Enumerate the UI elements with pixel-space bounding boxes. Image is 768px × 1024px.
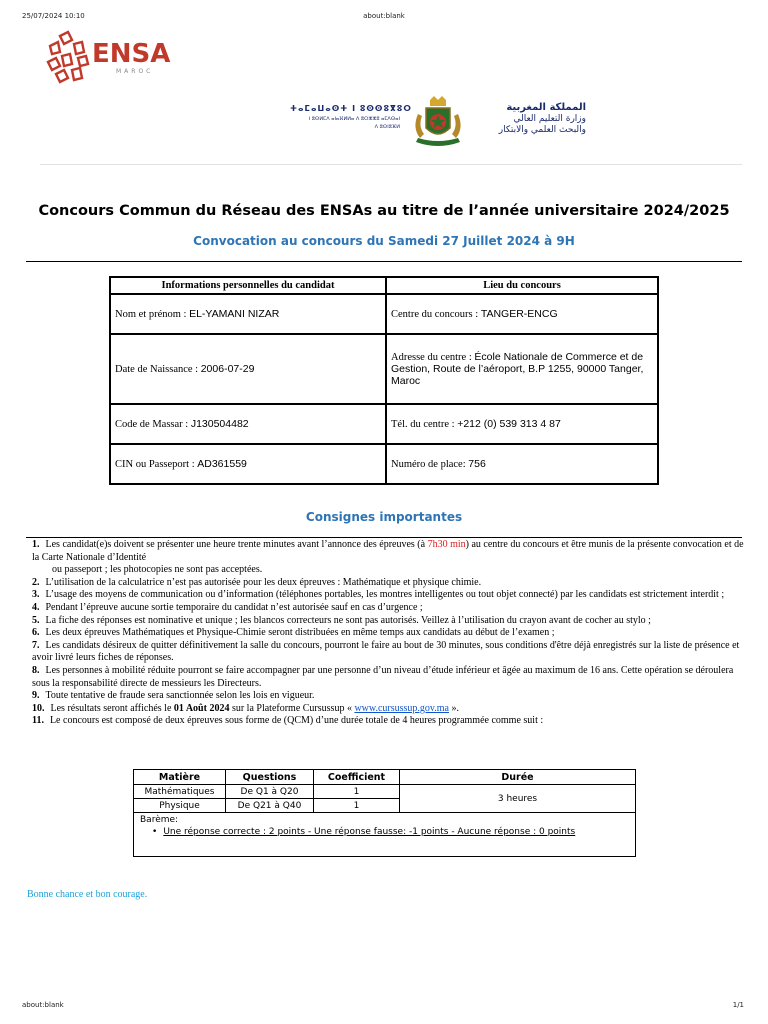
ensa-logo-subtext: MAROC bbox=[116, 68, 154, 75]
cin-label: CIN ou Passeport : bbox=[115, 459, 198, 470]
seat-cell bbox=[386, 444, 658, 484]
rule-number: 6. bbox=[32, 627, 40, 639]
exam-coefficient: 1 bbox=[314, 785, 400, 799]
birthdate-value: 2006-07-29 bbox=[200, 363, 255, 375]
consignes-divider bbox=[26, 537, 742, 538]
info-table-header bbox=[110, 277, 658, 294]
exam-matiere: Mathématiques bbox=[134, 785, 226, 799]
massar-cell bbox=[110, 404, 386, 444]
arabic-line-3: والبحث العلمي والابتكار bbox=[498, 125, 586, 135]
phone-value: +212 (0) 539 313 4 87 bbox=[457, 418, 561, 430]
tifinagh-line-2: ⵏ ⵓⵙⵍⵎⴷ ⴰⵏⴰⴼⵍⵍⴰ ⴷ ⵓⵔⵣⵣⵓ ⴰⵎⴷⵙⴰⵏ bbox=[308, 116, 400, 122]
seat-label: Numéro de place: bbox=[391, 459, 469, 470]
rule-item bbox=[32, 703, 744, 716]
rule-item bbox=[32, 539, 744, 577]
cin-cell bbox=[110, 444, 386, 484]
rule-text: Les candidats désireux de quitter définitivement la salle du concours, pourront le faire au bout de 30 minutes, sous conditions d'être déjà enregistrés sur la liste de présence et avoir livré leurs fiches de réponses. bbox=[32, 639, 740, 664]
rule-item bbox=[32, 602, 744, 615]
rule-number: 5. bbox=[32, 614, 40, 626]
rule-item bbox=[32, 715, 744, 728]
rule-text: sur la Plateforme Cursussup « bbox=[229, 702, 355, 714]
exam-row bbox=[134, 785, 636, 799]
info-header-location: Lieu du concours bbox=[386, 277, 658, 294]
center-value: TANGER-ENCG bbox=[480, 308, 558, 320]
print-header bbox=[0, 12, 768, 24]
massar-value: J130504482 bbox=[190, 418, 249, 430]
center-cell bbox=[386, 294, 658, 334]
rule-item bbox=[32, 589, 744, 602]
ensa-logo-mark bbox=[44, 30, 92, 90]
bareme-cell bbox=[134, 813, 636, 857]
rule-number: 10. bbox=[32, 702, 45, 714]
exam-table-header bbox=[134, 770, 636, 785]
exam-header-matiere: Matière bbox=[134, 770, 226, 785]
rule-number: 4. bbox=[32, 601, 40, 613]
name-label: Nom et prénom : bbox=[115, 309, 190, 320]
cin-value: AD361559 bbox=[197, 458, 247, 470]
rule-text: ou passeport ; les photocopies ne sont pas acceptées. bbox=[52, 564, 263, 576]
exam-header-questions: Questions bbox=[226, 770, 314, 785]
bareme-label: Barème: bbox=[140, 815, 179, 825]
exam-duree: 3 heures bbox=[400, 785, 636, 813]
address-cell bbox=[386, 334, 658, 404]
address-value: École Nationale de Commerce et de Gestion, Route de l’aéroport, B.P 1255, 90000 Tanger, Maroc bbox=[391, 351, 644, 387]
address-label: Adresse du centre : bbox=[391, 352, 475, 363]
document-title: Concours Commun du Réseau des ENSAs au titre de l’année universitaire 2024/2025 bbox=[38, 203, 730, 219]
rule-item bbox=[32, 665, 744, 690]
rule-number: 11. bbox=[32, 715, 44, 727]
rule-item bbox=[32, 640, 744, 665]
page-number: 1/1 bbox=[732, 1001, 744, 1009]
birthdate-cell bbox=[110, 334, 386, 404]
coat-of-arms-icon bbox=[408, 94, 468, 150]
rule-text: Les personnes à mobilité réduite pourront se faire accompagner par une personne d’un niveau d’étude inférieur et âgée au maximum de 16 ans. Cette opération se déroulera sous la responsabilité directe de messieurs les Directeurs. bbox=[32, 664, 734, 689]
exam-header-coefficient: Coefficient bbox=[314, 770, 400, 785]
birthdate-label: Date de Naissance : bbox=[115, 364, 201, 375]
consignes-title: Consignes importantes bbox=[305, 510, 463, 524]
phone-cell bbox=[386, 404, 658, 444]
rule-text: ) au centre du concours et être munis de la présente convocation et de la Carte Nationale d’Identité bbox=[32, 539, 744, 563]
ministry-tifinagh bbox=[290, 104, 412, 130]
center-label: Centre du concours : bbox=[391, 309, 481, 320]
exam-questions: De Q1 à Q20 bbox=[226, 785, 314, 799]
rule-text: Les deux épreuves Mathématiques et Physique-Chimie seront distribuées en même temps aux candidats au début de l’examen ; bbox=[45, 627, 555, 639]
header-divider bbox=[40, 164, 742, 165]
rule-text: ». bbox=[448, 702, 459, 714]
ministry-logo bbox=[290, 94, 590, 150]
results-date: 01 Août 2024 bbox=[173, 702, 230, 714]
rule-text: L’usage des moyens de communication ou d’information (téléphones portables, les montres intelligentes ou tout objet connecté) par les candidats est strictement interdit ; bbox=[45, 589, 725, 601]
exam-table bbox=[133, 769, 636, 857]
bareme-row bbox=[134, 813, 636, 857]
print-footer-url: about:blank bbox=[22, 1001, 64, 1009]
exam-questions: De Q21 à Q40 bbox=[226, 799, 314, 813]
info-row bbox=[110, 444, 658, 484]
closing-message: Bonne chance et bon courage. bbox=[27, 889, 148, 900]
info-row bbox=[110, 334, 658, 404]
print-header-url: about:blank bbox=[363, 12, 405, 20]
rule-text: Les candidat(e)s doivent se présenter une heure trente minutes avant l’annonce des épreuves (à bbox=[45, 539, 428, 550]
title-divider bbox=[26, 261, 742, 262]
rule-text: Le concours est composé de deux épreuves sous forme de (QCM) d’une durée totale de 4 heures programmée comme suit : bbox=[49, 715, 544, 727]
rule-item bbox=[32, 690, 744, 703]
rule-number: 3. bbox=[32, 589, 40, 601]
rule-number: 7. bbox=[32, 639, 40, 651]
ensa-logo bbox=[44, 26, 171, 90]
rule-item bbox=[32, 577, 744, 590]
exam-header-duree: Durée bbox=[400, 770, 636, 785]
rule-highlight: 7h30 min bbox=[427, 539, 466, 550]
exam-matiere: Physique bbox=[134, 799, 226, 813]
rule-text: La fiche des réponses est nominative et unique ; les blancos correcteurs ne sont pas autorisés. Veillez à l’utilisation du crayon avant de cocher au stylo ; bbox=[45, 614, 651, 626]
rule-number: 1. bbox=[32, 539, 40, 550]
seat-value: 756 bbox=[468, 458, 486, 470]
rule-item bbox=[32, 615, 744, 628]
document-subtitle: Convocation au concours du Samedi 27 Juillet 2024 à 9H bbox=[193, 234, 575, 248]
name-cell bbox=[110, 294, 386, 334]
rule-number: 2. bbox=[32, 576, 40, 588]
info-row bbox=[110, 404, 658, 444]
ministry-arabic bbox=[476, 102, 586, 135]
info-row bbox=[110, 294, 658, 334]
info-header-candidate: Informations personnelles du candidat bbox=[110, 277, 386, 294]
name-value: EL-YAMANI NIZAR bbox=[189, 308, 280, 320]
cursussup-link[interactable]: www.cursussup.gov.ma bbox=[354, 702, 449, 714]
tifinagh-line-3: ⴷ ⵓⵙⵏⵓⴼⵍ bbox=[374, 124, 400, 130]
tifinagh-line-1: ⵜⴰⵎⴰⵡⴰⵙⵜ ⵏ ⵓⵙⵙⵓⴳⵓⵔ bbox=[290, 104, 412, 113]
rule-number: 9. bbox=[32, 690, 40, 702]
bareme-item-text: Une réponse correcte : 2 points - Une réponse fausse: -1 points - Aucune réponse : 0 points bbox=[163, 827, 576, 837]
phone-label: Tél. du centre : bbox=[391, 419, 458, 430]
rule-number: 8. bbox=[32, 664, 40, 676]
rule-text: Toute tentative de fraude sera sanctionnée selon les lois en vigueur. bbox=[45, 690, 315, 702]
rule-text: Pendant l’épreuve aucune sortie temporaire du candidat n’est autorisée sauf en cas d’urgence ; bbox=[45, 601, 423, 613]
rule-item bbox=[32, 627, 744, 640]
bareme-list bbox=[152, 827, 629, 837]
bareme-list-item bbox=[152, 827, 629, 837]
print-date: 25/07/2024 10:10 bbox=[22, 12, 85, 20]
massar-label: Code de Massar : bbox=[115, 419, 191, 430]
exam-coefficient: 1 bbox=[314, 799, 400, 813]
rule-text: L’utilisation de la calculatrice n’est pas autorisée pour les deux épreuves : Mathématique et physique chimie. bbox=[45, 576, 482, 588]
rules-list bbox=[32, 539, 744, 728]
print-footer bbox=[0, 1001, 768, 1013]
arabic-line-2: وزارة التعليم العالي bbox=[513, 114, 586, 124]
rule-text: Les résultats seront affichés le bbox=[50, 702, 174, 714]
candidate-info-table bbox=[109, 276, 659, 485]
arabic-line-1: المملكة المغربية bbox=[506, 102, 586, 113]
ensa-logo-text: ENSA bbox=[92, 39, 171, 69]
